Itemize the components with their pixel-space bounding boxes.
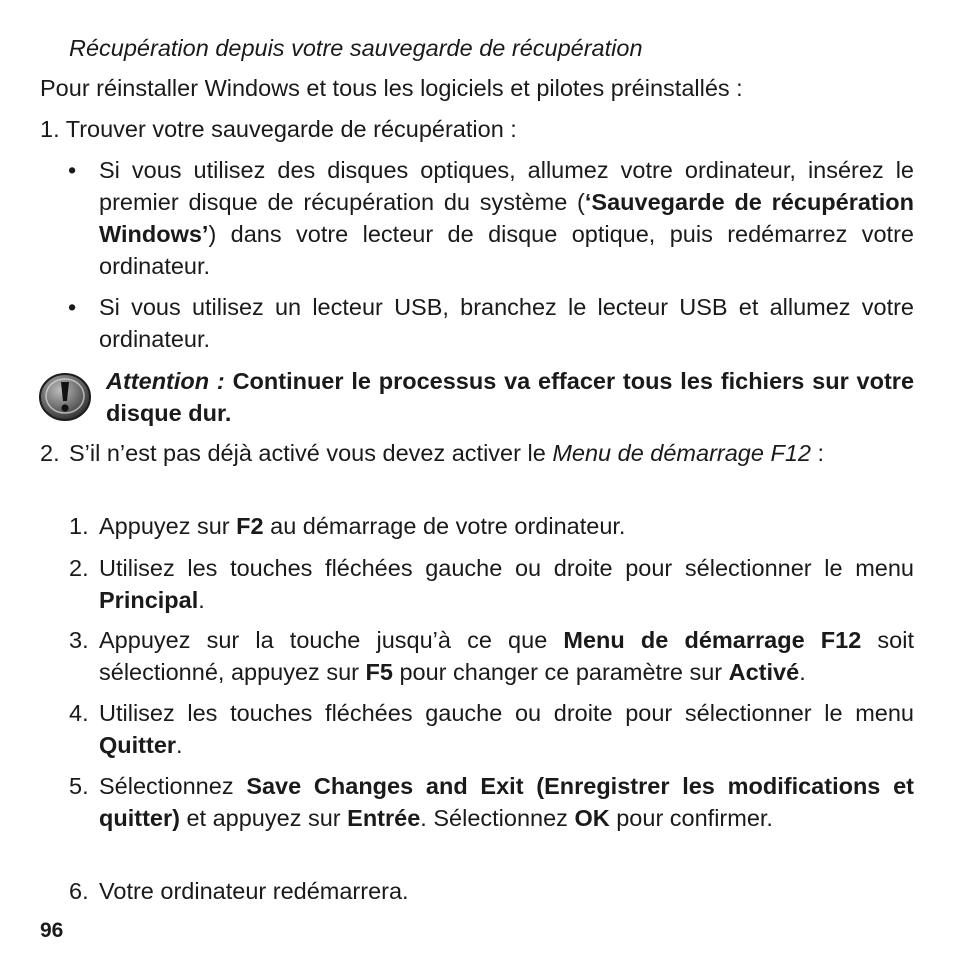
warning-callout xyxy=(106,365,914,429)
substep-number: 3. xyxy=(69,627,89,653)
substep-3: Appuyez sur la touche jusqu’à ce que Menu de démarrage F12 soit sélectionné, appuyez sur F5 pour changer ce paramètre sur Activé. xyxy=(99,627,914,685)
substep-1: Appuyez sur F2 au démarrage de votre ordinateur. xyxy=(99,513,626,539)
bullet-usb-drive: Si vous utilisez un lecteur USB, branchez le lecteur USB et allumez votre ordinateur. xyxy=(99,294,914,352)
bullet-dot: • xyxy=(68,157,77,183)
substep-number: 1. xyxy=(69,513,89,539)
page-number: 96 xyxy=(40,919,64,942)
step-1-text: Trouver votre sauvegarde de récupération : xyxy=(65,116,517,142)
substep-number: 5. xyxy=(69,773,89,799)
step-1 xyxy=(40,113,517,145)
substep-2: Utilisez les touches fléchées gauche ou droite pour sélectionner le menu Principal. xyxy=(99,555,914,613)
bullet-optical-discs: Si vous utilisez des disques optiques, allumez votre ordinateur, insérez le premier disque de récupération du système (‘Sauvegarde de récupération Windows’) dans votre lecteur de disque optique, puis redémarrez votre ordinateur. xyxy=(99,157,914,279)
step-2-text: S’il n’est pas déjà activé vous devez activer le Menu de démarrage F12 : xyxy=(69,440,825,466)
exclamation-warning-icon xyxy=(38,370,92,424)
substep-5: Sélectionnez Save Changes and Exit (Enregistrer les modifications et quitter) et appuyez sur Entrée. Sélectionnez OK pour confirmer. xyxy=(99,773,915,831)
step-1-number: 1. xyxy=(40,116,60,142)
warning-label: Attention : xyxy=(106,368,225,394)
substep-4: Utilisez les touches fléchées gauche ou droite pour sélectionner le menu Quitter. xyxy=(99,700,914,758)
section-title: Récupération depuis votre sauvegarde de récupération xyxy=(69,35,643,61)
substep-6: Votre ordinateur redémarrera. xyxy=(99,878,409,904)
substep-number: 2. xyxy=(69,555,89,581)
warning-text: Continuer le processus va effacer tous les fichiers sur votre disque dur. xyxy=(106,368,915,426)
intro-paragraph: Pour réinstaller Windows et tous les logiciels et pilotes préinstallés : xyxy=(40,75,743,101)
substep-number: 4. xyxy=(69,700,89,726)
bullet-dot: • xyxy=(68,294,77,320)
step-2-number: 2. xyxy=(40,440,60,466)
substep-number: 6. xyxy=(69,878,89,904)
